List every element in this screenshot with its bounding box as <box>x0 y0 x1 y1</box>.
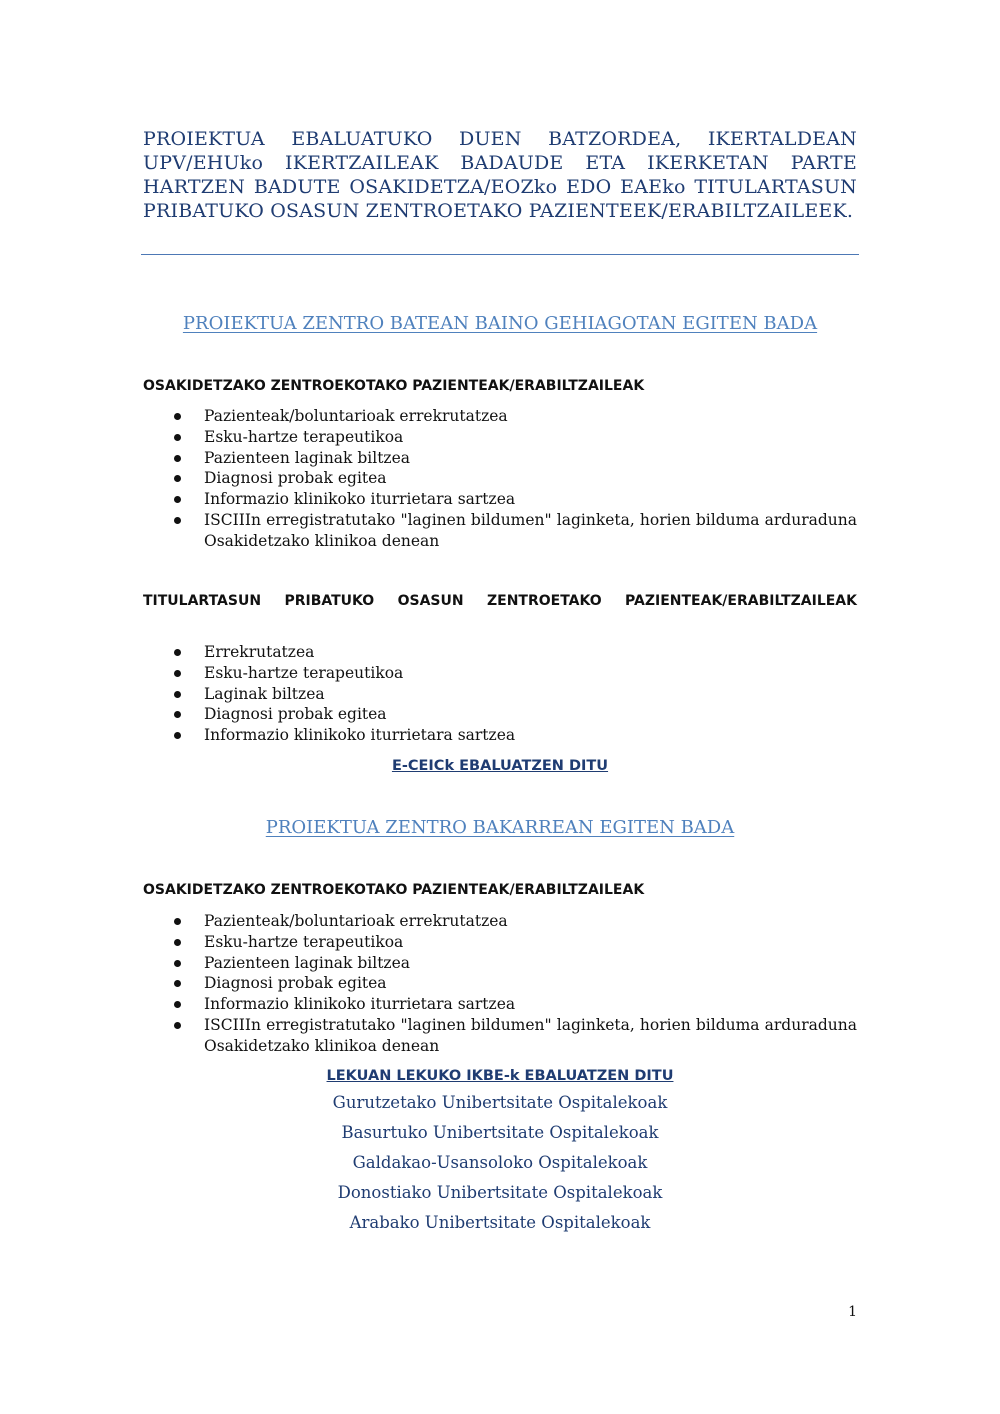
list-item: Diagnosi probak egitea <box>143 973 857 994</box>
list-item: Diagnosi probak egitea <box>143 704 857 725</box>
hospital-item: Galdakao-Usansoloko Ospitalekoak <box>352 1153 648 1172</box>
list-item: Pazienteak/boluntarioak errekrutatzea <box>143 911 857 932</box>
bullet-icon <box>174 649 181 656</box>
list-item: Esku-hartze terapeutikoa <box>143 427 857 448</box>
bullet-icon <box>174 732 181 739</box>
subheading-osakidetza-patients-single: OSAKIDETZAKO ZENTROEKOTAKO PAZIENTEAK/ERABILTZAILEAK <box>143 882 645 898</box>
bullet-icon <box>174 1001 181 1008</box>
hospital-item: Basurtuko Unibertsitate Ospitalekoak <box>341 1123 659 1142</box>
hospital-item: Arabako Unibertsitate Ospitalekoak <box>349 1213 651 1232</box>
section-heading-single-center: PROIEKTUA ZENTRO BAKARREAN EGITEN BADA <box>265 817 735 838</box>
hospital-item: Donostiako Unibertsitate Ospitalekoak <box>337 1183 663 1202</box>
list-item: Diagnosi probak egitea <box>143 468 857 489</box>
list-item: Esku-hartze terapeutikoa <box>143 663 857 684</box>
bullet-icon <box>174 939 181 946</box>
bullet-icon <box>174 475 181 482</box>
list-item: Informazio klinikoko iturrietara sartzea <box>143 994 857 1015</box>
list-item: Esku-hartze terapeutikoa <box>143 932 857 953</box>
list-item: ISCIIIn erregistratutako "laginen bildumen" laginketa, horien bilduma arduraduna Osakidetzako klinikoa denean <box>143 1015 857 1057</box>
bullet-icon <box>174 1022 181 1029</box>
title-divider <box>141 254 859 255</box>
bullet-icon <box>174 960 181 967</box>
bullet-icon <box>174 413 181 420</box>
list-item: Pazienteen laginak biltzea <box>143 448 857 469</box>
bullet-icon <box>174 517 181 524</box>
bullet-list-private-multi <box>143 642 857 746</box>
bullet-list-osakidetza-multi <box>143 406 857 552</box>
list-item: Errekrutatzea <box>143 642 857 663</box>
list-item: Pazienteen laginak biltzea <box>143 953 857 974</box>
list-item: Informazio klinikoko iturrietara sartzea <box>143 489 857 510</box>
bullet-icon <box>174 496 181 503</box>
bullet-icon <box>174 918 181 925</box>
section-heading-multi-center: PROIEKTUA ZENTRO BATEAN BAINO GEHIAGOTAN EGITEN BADA <box>182 313 818 334</box>
list-item: ISCIIIn erregistratutako "laginen bildumen" laginketa, horien bilduma arduraduna Osakidetzako klinikoa denean <box>143 510 857 552</box>
page-number: 1 <box>848 1304 857 1320</box>
bullet-icon <box>174 670 181 677</box>
evaluator-local-ikbe: LEKUAN LEKUKO IKBE-k EBALUATZEN DITU <box>326 1068 674 1084</box>
bullet-list-osakidetza-single <box>143 911 857 1057</box>
subheading-private-center-patients: TITULARTASUN PRIBATUKO OSASUN ZENTROETAKO PAZIENTEAK/ERABILTZAILEAK <box>143 593 857 609</box>
bullet-icon <box>174 691 181 698</box>
subheading-osakidetza-patients: OSAKIDETZAKO ZENTROEKOTAKO PAZIENTEAK/ERABILTZAILEAK <box>143 378 645 394</box>
list-item: Laginak biltzea <box>143 684 857 705</box>
list-item: Informazio klinikoko iturrietara sartzea <box>143 725 857 746</box>
hospital-list <box>0 1093 1000 1243</box>
list-item: Pazienteak/boluntarioak errekrutatzea <box>143 406 857 427</box>
evaluator-ecec: E-CEICk EBALUATZEN DITU <box>391 758 609 774</box>
bullet-icon <box>174 980 181 987</box>
bullet-icon <box>174 711 181 718</box>
hospital-item: Gurutzetako Unibertsitate Ospitalekoak <box>332 1093 668 1112</box>
document-title: PROIEKTUA EBALUATUKO DUEN BATZORDEA, IKERTALDEAN UPV/EHUko IKERTZAILEAK BADAUDE ETA IKERKETAN PARTE HARTZEN BADUTE OSAKIDETZA/EOZko EDO EAEko TITULARTASUN PRIBATUKO OSASUN ZENTROETAKO PAZIENTEEK/ERABILTZAILEEK. <box>143 128 857 222</box>
bullet-icon <box>174 434 181 441</box>
bullet-icon <box>174 455 181 462</box>
